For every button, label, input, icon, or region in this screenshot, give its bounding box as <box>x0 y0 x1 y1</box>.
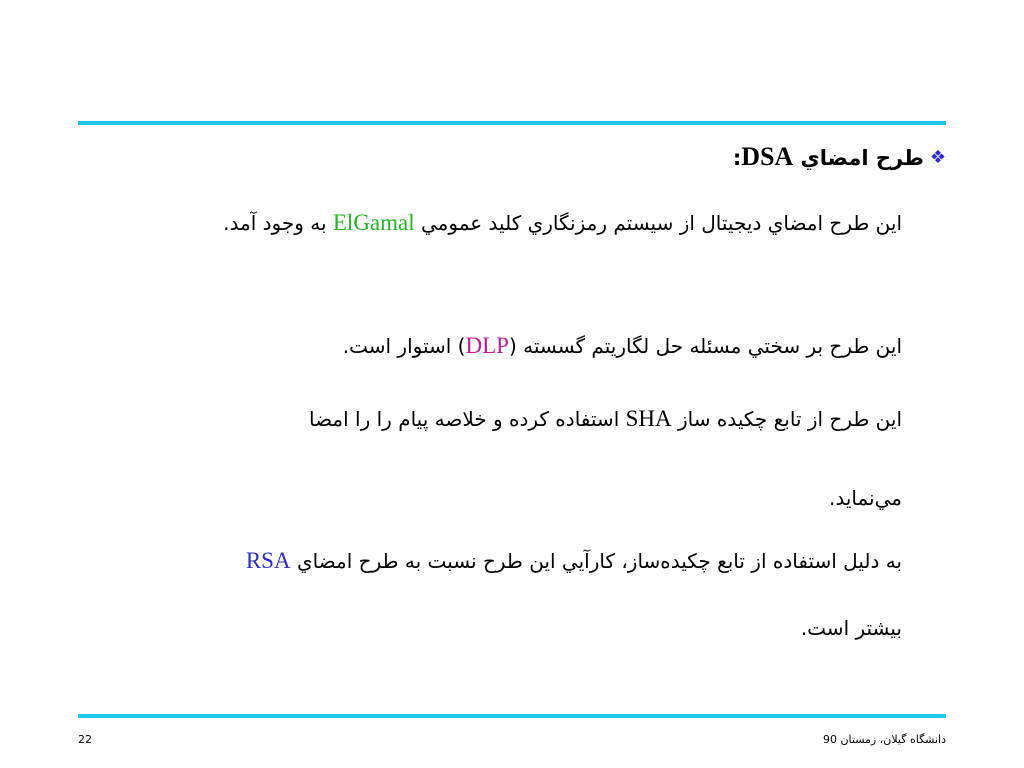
line-elgamal-before: اين طرح امضاي ديجيتال از سيستم رمزنگاري كليد عمومي <box>414 211 902 235</box>
bottom-divider <box>78 714 946 718</box>
term-sha: SHA <box>625 406 672 431</box>
term-elgamal: ElGamal <box>332 210 415 235</box>
line-rsa-continued <box>801 614 902 642</box>
term-rsa: RSA <box>245 548 291 573</box>
diamond-bullet-icon: ❖ <box>929 147 946 168</box>
title-text-after: : <box>732 146 742 170</box>
line-rsa-continued-text: بيشتر است. <box>800 616 902 640</box>
footer-institution: دانشگاه گيلان، زمستان 90 <box>822 733 946 746</box>
line-sha-before: اين طرح از تابع چكيده ساز <box>671 407 902 431</box>
line-dlp-before: اين طرح بر سختي مسئله حل لگاريتم گسسته ( <box>508 334 902 358</box>
title-text-before: طرح امضاي <box>793 146 924 170</box>
line-rsa-before: به دليل استفاده از تابع چكيده‌ساز، كارآيي اين طرح نسبت به طرح امضاي <box>290 549 902 573</box>
line-elgamal <box>223 209 902 237</box>
line-sha-continued-text: مي‌نمايد. <box>828 486 902 510</box>
top-divider <box>78 121 946 125</box>
line-elgamal-after: به وجود آمد. <box>223 211 333 235</box>
line-rsa <box>246 547 902 575</box>
line-sha <box>309 405 902 433</box>
line-dlp <box>343 332 902 360</box>
page-number: 22 <box>78 733 92 746</box>
line-sha-continued <box>829 484 902 512</box>
slide-title <box>733 142 946 173</box>
title-term-dsa: DSA <box>741 142 794 171</box>
line-dlp-after: ) استوار است. <box>342 334 466 358</box>
term-dlp: DLP <box>465 333 509 358</box>
line-sha-after: استفاده كرده و خلاصه پيام را را امضا <box>308 407 626 431</box>
